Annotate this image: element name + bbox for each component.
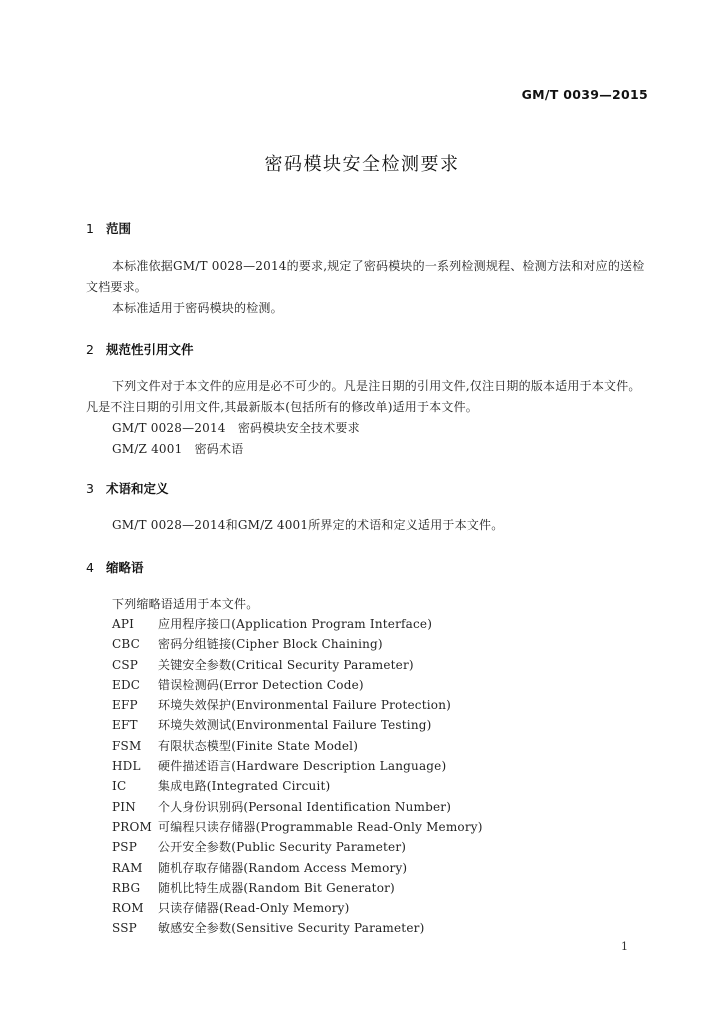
abbreviation: API [112, 617, 135, 631]
reference-item: GM/Z 4001 密码术语 [112, 442, 244, 456]
section-title: 缩略语 [106, 560, 144, 575]
abbreviation-desc: 错误检测码(Error Detection Code) [158, 677, 364, 692]
abbreviation-desc: 有限状态模型(Finite State Model) [158, 738, 359, 753]
paragraph: 下列文件对于本文件的应用是必不可少的。凡是注日期的引用文件,仅注日期的版本适用于本文件。凡是不注日期的引用文件,其最新版本(包括所有的修改单)适用于本文件。 [86, 379, 641, 414]
section-body-scope [86, 256, 652, 319]
abbreviation-row [112, 878, 483, 898]
page-number: 1 [621, 940, 628, 953]
section-title: 范围 [106, 221, 132, 236]
paragraph: 本标准依据GM/T 0028—2014的要求,规定了密码模块的一系列检测规程、检测方法和对应的送检文档要求。 [86, 259, 645, 294]
abbreviation-list [112, 614, 483, 939]
abbreviation: SSP [112, 921, 137, 936]
abbreviation-desc: 随机比特生成器(Random Bit Generator) [158, 880, 395, 895]
abbreviation-desc: 随机存取存储器(Random Access Memory) [158, 860, 408, 875]
abbreviation: PIN [112, 799, 136, 814]
abbreviation-row [112, 736, 483, 756]
section-title: 术语和定义 [106, 481, 169, 496]
abbreviation: HDL [112, 759, 141, 774]
abbreviation-row [112, 756, 483, 776]
abbreviation-row [112, 655, 483, 675]
abbreviation: EDC [112, 677, 141, 692]
abbreviation-row [112, 614, 483, 634]
section-title: 规范性引用文件 [106, 342, 194, 357]
section-heading-abbreviations [86, 558, 144, 576]
section-heading-normative-references [86, 340, 194, 358]
section-number: 4 [86, 560, 94, 575]
abbreviation-row [112, 675, 483, 695]
abbreviation-desc: 硬件描述语言(Hardware Description Language) [158, 759, 447, 774]
abbreviation: PROM [112, 819, 153, 834]
abbreviation-desc: 可编程只读存储器(Programmable Read-Only Memory) [158, 819, 483, 834]
abbreviation: EFT [112, 718, 138, 733]
abbreviation-row [112, 858, 483, 878]
abbreviation: CBC [112, 637, 141, 652]
section-body-normative-references [86, 376, 652, 460]
abbreviation-row [112, 817, 483, 837]
abbreviation-row [112, 776, 483, 796]
abbreviation: RAM [112, 860, 143, 875]
abbreviation-desc: 环境失效保护(Environmental Failure Protection) [158, 698, 452, 713]
abbreviation: IC [112, 779, 127, 794]
section-number: 1 [86, 221, 94, 236]
abbreviation: EFP [112, 698, 138, 713]
abbreviation-desc: 环境失效测试(Environmental Failure Testing) [158, 718, 432, 733]
abbreviation-desc: 敏感安全参数(Sensitive Security Parameter) [158, 921, 425, 936]
abbreviation: FSM [112, 738, 142, 753]
standard-code: GM/T 0039—2015 [521, 87, 648, 102]
section-number: 2 [86, 342, 94, 357]
abbreviation-desc: 个人身份识别码(Personal Identification Number) [158, 799, 452, 814]
abbreviation: PSP [112, 840, 137, 855]
abbreviation-desc: 集成电路(Integrated Circuit) [158, 779, 331, 794]
section-number: 3 [86, 481, 94, 496]
abbreviation-desc: 应用程序接口(Application Program Interface) [158, 617, 433, 631]
abbreviation-row [112, 715, 483, 735]
abbreviation-desc: 只读存储器(Read-Only Memory) [158, 901, 350, 916]
reference-item: GM/T 0028—2014 密码模块安全技术要求 [112, 421, 360, 435]
paragraph: GM/T 0028—2014和GM/Z 4001所界定的术语和定义适用于本文件。 [112, 518, 504, 532]
paragraph: 本标准适用于密码模块的检测。 [112, 301, 283, 315]
abbreviation-row [112, 898, 483, 918]
section-body-abbreviations [86, 594, 652, 615]
abbreviation: RBG [112, 880, 141, 895]
abbreviation-desc: 关键安全参数(Critical Security Parameter) [158, 657, 414, 672]
abbreviation-row [112, 918, 483, 938]
abbreviation-row [112, 797, 483, 817]
section-body-terms [86, 515, 652, 536]
abbreviation: CSP [112, 657, 139, 672]
abbreviation: ROM [112, 901, 144, 916]
abbreviation-desc: 公开安全参数(Public Security Parameter) [158, 840, 407, 855]
abbreviation-row [112, 837, 483, 857]
abbreviation-row [112, 634, 483, 654]
abbreviation-desc: 密码分组链接(Cipher Block Chaining) [158, 637, 383, 652]
paragraph: 下列缩略语适用于本文件。 [112, 597, 259, 611]
document-title: 密码模块安全检测要求 [264, 154, 460, 175]
section-heading-scope [86, 219, 131, 237]
abbreviation-row [112, 695, 483, 715]
section-heading-terms [86, 479, 169, 497]
